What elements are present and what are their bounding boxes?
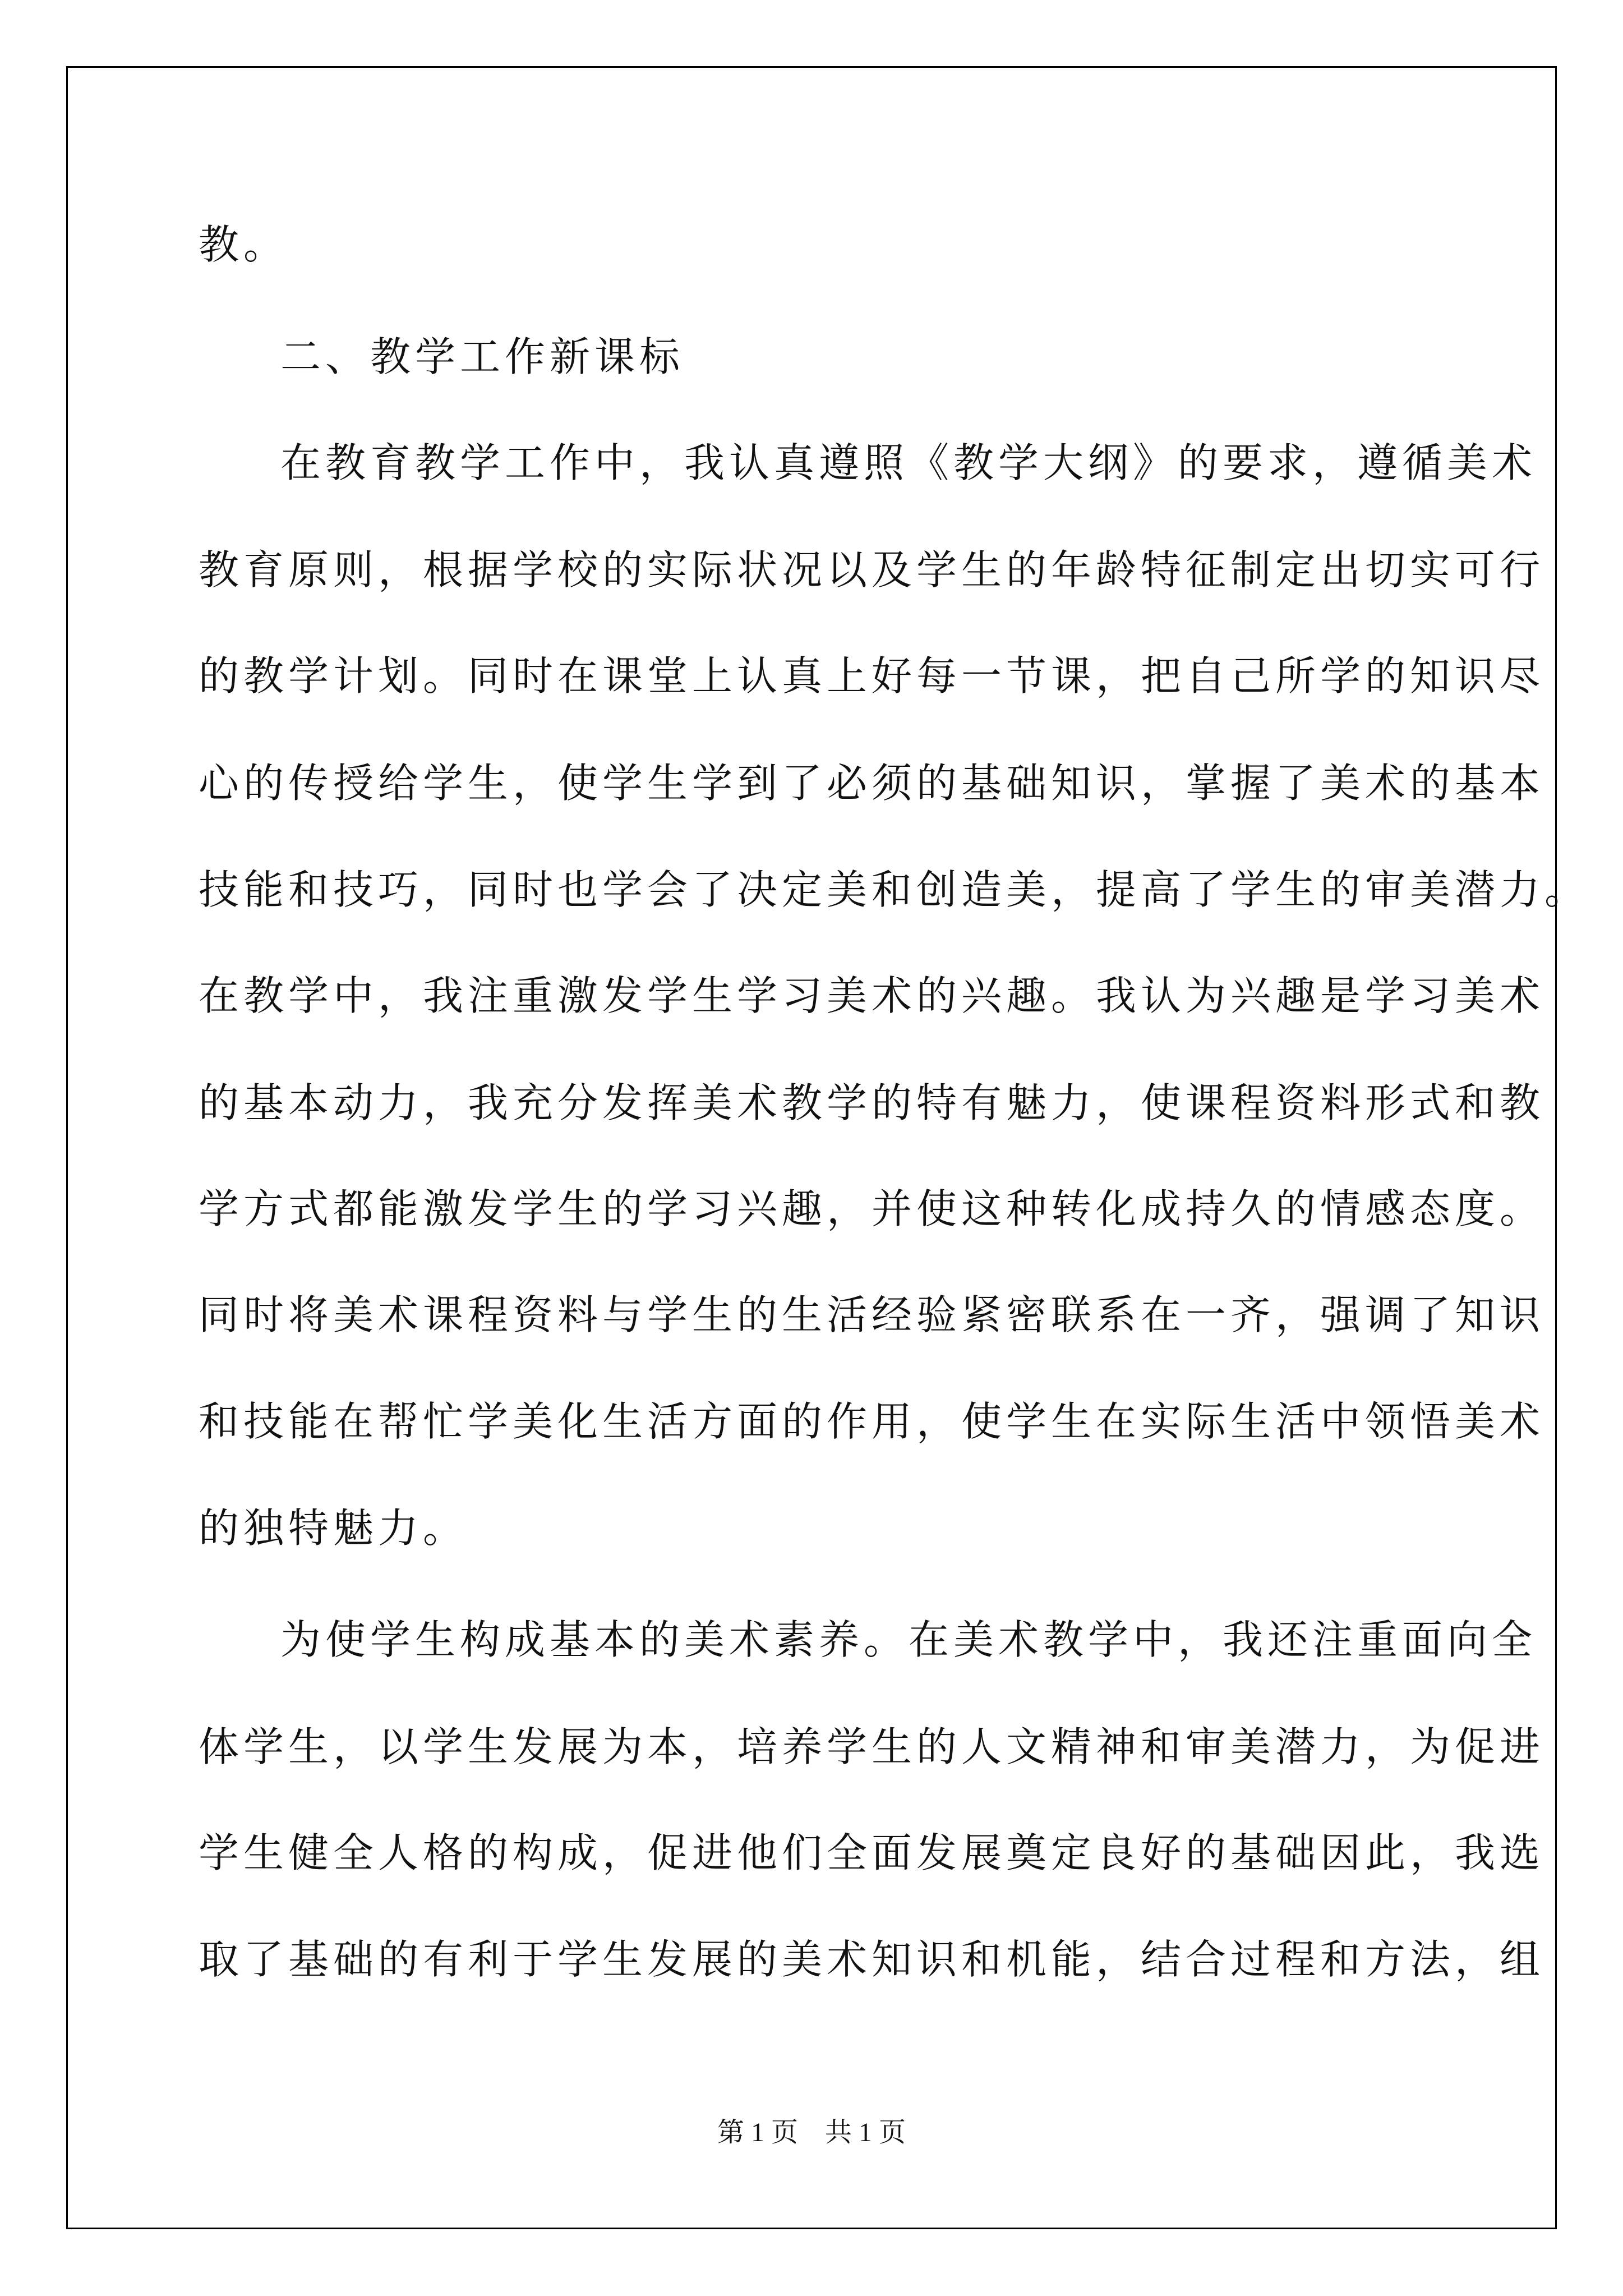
paragraph-line: 技能和技巧，同时也学会了决定美和创造美，提高了学生的审美潜力。 — [199, 866, 1590, 913]
paragraph-line: 教育原则，根据学校的实际状况以及学生的年龄特征制定出切实可行 — [199, 546, 1545, 593]
paragraph-line: 学生健全人格的构成，促进他们全面发展奠定良好的基础因此，我选 — [199, 1829, 1545, 1876]
paragraph-line: 为使学生构成基本的美术素养。在美术教学中，我还注重面向全 — [280, 1616, 1537, 1663]
paragraph-line: 在教学中，我注重激发学生学习美术的兴趣。我认为兴趣是学习美术 — [199, 972, 1545, 1019]
paragraph-line: 学方式都能激发学生的学习兴趣，并使这种转化成持久的情感态度。 — [199, 1185, 1545, 1232]
paragraph-line: 和技能在帮忙学美化生活方面的作用，使学生在实际生活中领悟美术 — [199, 1398, 1545, 1445]
paragraph-line: 的独特魅力。 — [199, 1504, 468, 1552]
paragraph-line: 心的传授给学生，使学生学到了必须的基础知识，掌握了美术的基本 — [199, 760, 1545, 807]
paragraph-line: 的教学计划。同时在课堂上认真上好每一节课，把自己所学的知识尽 — [199, 652, 1545, 700]
paragraph-line: 取了基础的有利于学生发展的美术知识和机能，结合过程和方法，组 — [199, 1936, 1545, 1983]
section-heading: 二、教学工作新课标 — [280, 333, 685, 380]
paragraph-line: 教。 — [199, 221, 289, 268]
page-border — [66, 66, 1590, 2229]
paragraph-line: 的基本动力，我充分发挥美术教学的特有魅力，使课程资料形式和教 — [199, 1079, 1545, 1126]
paragraph-line: 在教育教学工作中，我认真遵照《教学大纲》的要求，遵循美术 — [280, 439, 1537, 486]
paragraph-line: 同时将美术课程资料与学生的生活经验紧密联系在一齐，强调了知识 — [199, 1291, 1545, 1338]
page-footer: 第 1 页 共 1 页 — [717, 2118, 906, 2147]
paragraph-line: 体学生，以学生发展为本，培养学生的人文精神和审美潜力，为促进 — [199, 1723, 1545, 1770]
